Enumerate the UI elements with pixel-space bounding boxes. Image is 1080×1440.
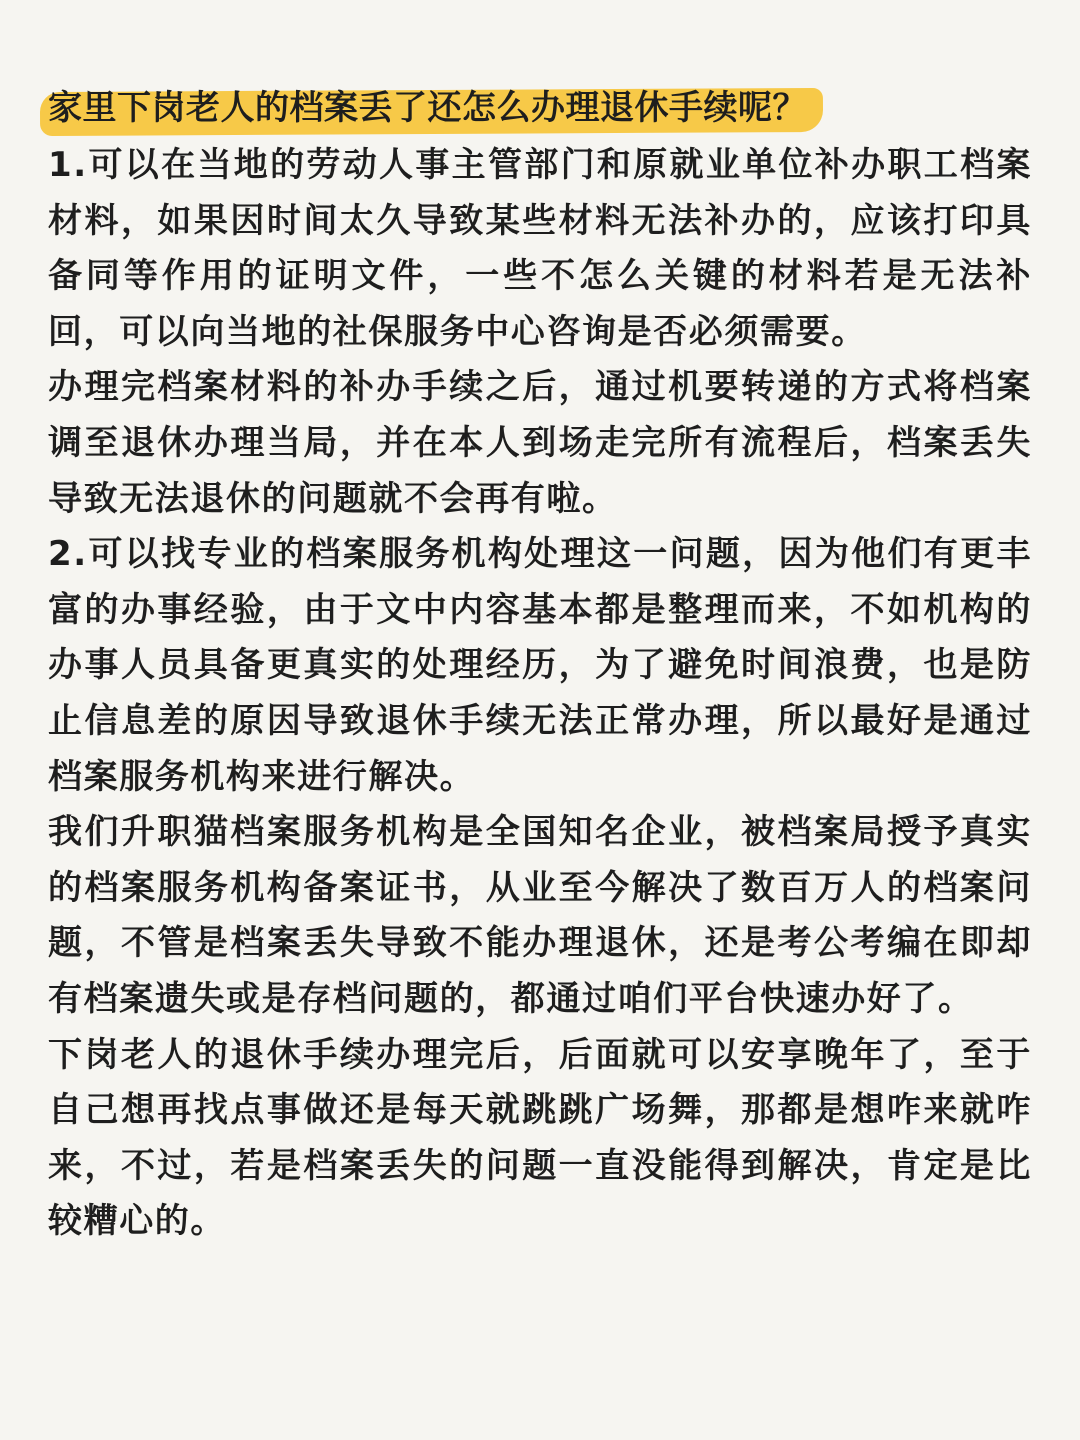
title-block [40,80,817,136]
paragraph-1: 1.可以在当地的劳动人事主管部门和原就业单位补办职工档案材料，如果因时间太久导致某些材料无法补办的，应该打印具备同等作用的证明文件，一些不怎么关键的材料若是无法补回，可以向当地的社保服务中心咨询是否必须需要。 [48,145,1032,352]
paragraph-2: 办理完档案材料的补办手续之后，通过机要转递的方式将档案调至退休办理当局，并在本人到场走完所有流程后，档案丢失导致无法退休的问题就不会再有啦。 [48,367,1032,519]
paragraph-3: 2.可以找专业的档案服务机构处理这一问题，因为他们有更丰富的办事经验，由于文中内容基本都是整理而来，不如机构的办事人员具备更真实的处理经历，为了避免时间浪费，也是防止信息差的原因导致退休手续无法正常办理，所以最好是通过档案服务机构来进行解决。 [48,534,1032,797]
paragraph-4: 我们升职猫档案服务机构是全国知名企业，被档案局授予真实的档案服务机构备案证书，从业至今解决了数百万人的档案问题，不管是档案丢失导致不能办理退休，还是考公考编在即却有档案遗失或是存档问题的，都通过咱们平台快速办好了。 [48,812,1032,1019]
article-title: 家里下岗老人的档案丢了还怎么办理退休手续呢？ [48,88,807,128]
paragraph-5: 下岗老人的退休手续办理完后，后面就可以安享晚年了，至于自己想再找点事做还是每天就跳跳广场舞，那都是想咋来就咋来，不过，若是档案丢失的问题一直没能得到解决，肯定是比较糟心的。 [48,1034,1032,1242]
